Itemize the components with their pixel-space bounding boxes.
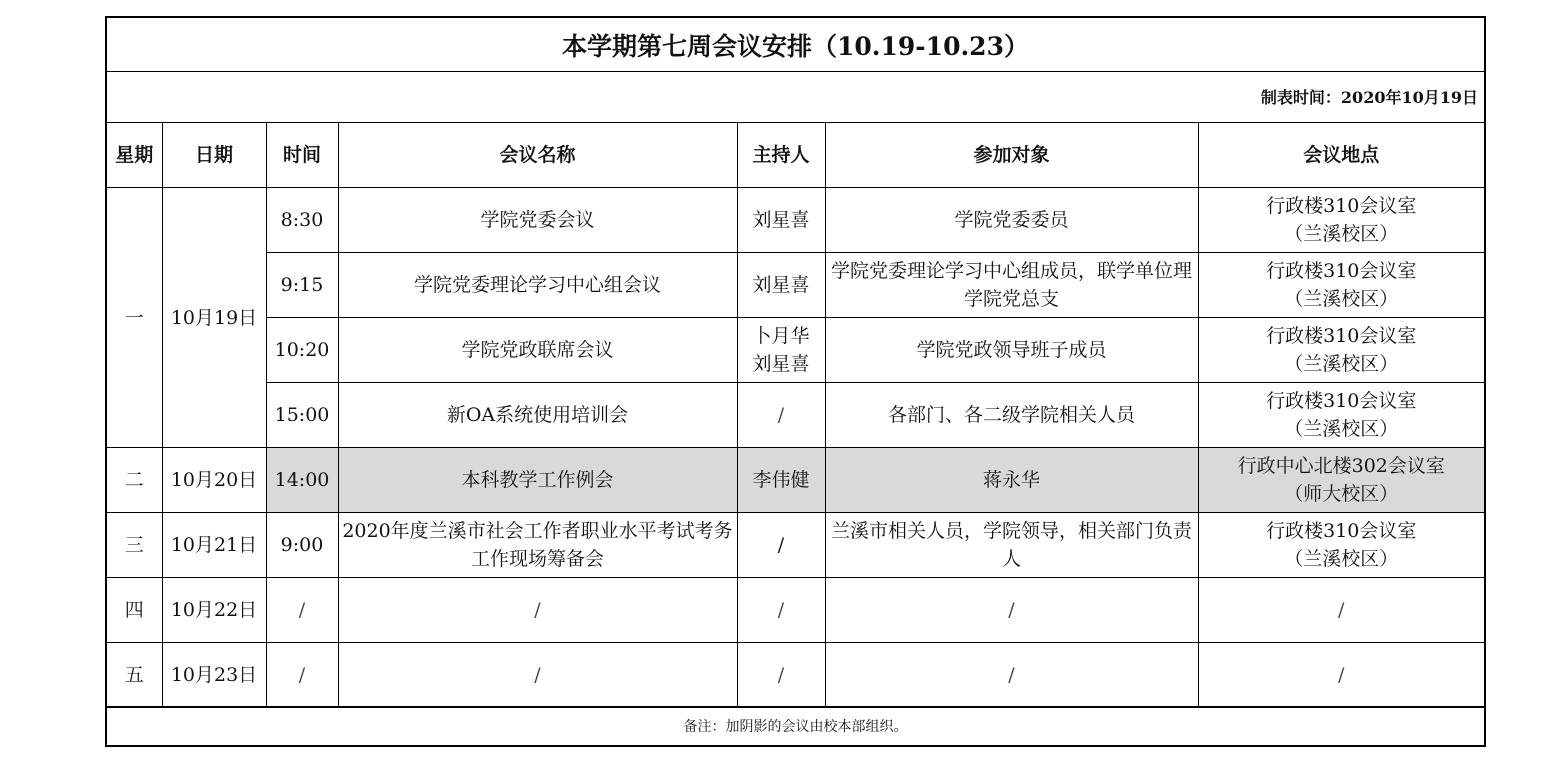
header-time: 时间 xyxy=(266,123,338,188)
location-building: 行政楼310会议室 xyxy=(1266,195,1417,217)
date-cell: 10月22日 xyxy=(162,578,266,643)
host-cell: 刘星喜 xyxy=(737,188,825,253)
time-cell: 15:00 xyxy=(266,383,338,448)
location-campus: （兰溪校区） xyxy=(1284,353,1399,375)
location-campus: （兰溪校区） xyxy=(1284,418,1399,440)
location-building: 行政楼310会议室 xyxy=(1266,520,1417,542)
table-row xyxy=(107,643,1484,708)
host-cell: 李伟健 xyxy=(737,448,825,513)
location-campus: （兰溪校区） xyxy=(1284,548,1399,570)
page-title: 本学期第七周会议安排（10.19-10.23） xyxy=(107,18,1484,72)
attendees-cell: 各部门、各二级学院相关人员 xyxy=(825,383,1198,448)
header-attendees: 参加对象 xyxy=(825,123,1198,188)
weekday-cell: 三 xyxy=(107,513,162,578)
weekday-cell: 五 xyxy=(107,643,162,708)
header-location: 会议地点 xyxy=(1198,123,1484,188)
host-cell: / xyxy=(737,513,825,578)
host-cell: 刘星喜 xyxy=(737,253,825,318)
header-host: 主持人 xyxy=(737,123,825,188)
made-time-label: 制表时间：2020年10月19日 xyxy=(107,71,1484,123)
location-building: 行政楼310会议室 xyxy=(1266,260,1417,282)
attendees-cell: / xyxy=(825,578,1198,643)
location-cell xyxy=(1198,383,1484,448)
attendees-cell: 蒋永华 xyxy=(825,448,1198,513)
meeting-name-cell: 学院党委理论学习中心组会议 xyxy=(338,253,737,318)
header-row xyxy=(107,123,1484,188)
footnote: 备注：加阴影的会议由校本部组织。 xyxy=(107,706,1484,745)
attendees-cell: 学院党委理论学习中心组成员，联学单位理学院党总支 xyxy=(825,253,1198,318)
attendees-cell: 学院党委委员 xyxy=(825,188,1198,253)
time-cell: / xyxy=(266,643,338,708)
table-row xyxy=(107,578,1484,643)
location-cell xyxy=(1198,253,1484,318)
time-cell: 10:20 xyxy=(266,318,338,383)
time-cell: 9:15 xyxy=(266,253,338,318)
location-campus: （兰溪校区） xyxy=(1284,223,1399,245)
meeting-name-cell: 新OA系统使用培训会 xyxy=(338,383,737,448)
host-cell: / xyxy=(737,383,825,448)
host-name: 刘星喜 xyxy=(752,353,810,375)
attendees-cell: / xyxy=(825,643,1198,708)
location-campus: （兰溪校区） xyxy=(1284,288,1399,310)
table-row-shaded xyxy=(107,448,1484,513)
meeting-name-cell: 2020年度兰溪市社会工作者职业水平考试考务工作现场筹备会 xyxy=(338,513,737,578)
location-cell: / xyxy=(1198,578,1484,643)
meeting-name-cell: 学院党政联席会议 xyxy=(338,318,737,383)
weekday-cell: 四 xyxy=(107,578,162,643)
date-cell: 10月23日 xyxy=(162,643,266,708)
host-name: 卜月华 xyxy=(752,325,810,347)
table-row xyxy=(107,253,1484,318)
meeting-name-cell: / xyxy=(338,643,737,708)
date-cell: 10月21日 xyxy=(162,513,266,578)
location-cell xyxy=(1198,513,1484,578)
weekday-cell: 二 xyxy=(107,448,162,513)
schedule-table xyxy=(107,123,1484,708)
weekday-cell: 一 xyxy=(107,188,162,448)
schedule-sheet xyxy=(105,16,1486,747)
meeting-name-cell: 本科教学工作例会 xyxy=(338,448,737,513)
time-cell: 14:00 xyxy=(266,448,338,513)
table-row xyxy=(107,188,1484,253)
attendees-cell: 学院党政领导班子成员 xyxy=(825,318,1198,383)
host-cell xyxy=(737,318,825,383)
time-cell: / xyxy=(266,578,338,643)
location-cell xyxy=(1198,188,1484,253)
header-date: 日期 xyxy=(162,123,266,188)
host-cell: / xyxy=(737,643,825,708)
location-building: 行政楼310会议室 xyxy=(1266,325,1417,347)
time-cell: 9:00 xyxy=(266,513,338,578)
location-cell: / xyxy=(1198,643,1484,708)
location-building: 行政楼310会议室 xyxy=(1266,390,1417,412)
header-meeting-name: 会议名称 xyxy=(338,123,737,188)
table-row xyxy=(107,383,1484,448)
host-cell: / xyxy=(737,578,825,643)
date-cell: 10月20日 xyxy=(162,448,266,513)
table-row xyxy=(107,513,1484,578)
date-cell: 10月19日 xyxy=(162,188,266,448)
location-campus: （师大校区） xyxy=(1284,483,1399,505)
location-cell xyxy=(1198,448,1484,513)
meeting-name-cell: / xyxy=(338,578,737,643)
table-row xyxy=(107,318,1484,383)
location-building: 行政中心北楼302会议室 xyxy=(1237,455,1445,477)
attendees-cell: 兰溪市相关人员，学院领导，相关部门负责人 xyxy=(825,513,1198,578)
location-cell xyxy=(1198,318,1484,383)
header-weekday: 星期 xyxy=(107,123,162,188)
time-cell: 8:30 xyxy=(266,188,338,253)
meeting-name-cell: 学院党委会议 xyxy=(338,188,737,253)
